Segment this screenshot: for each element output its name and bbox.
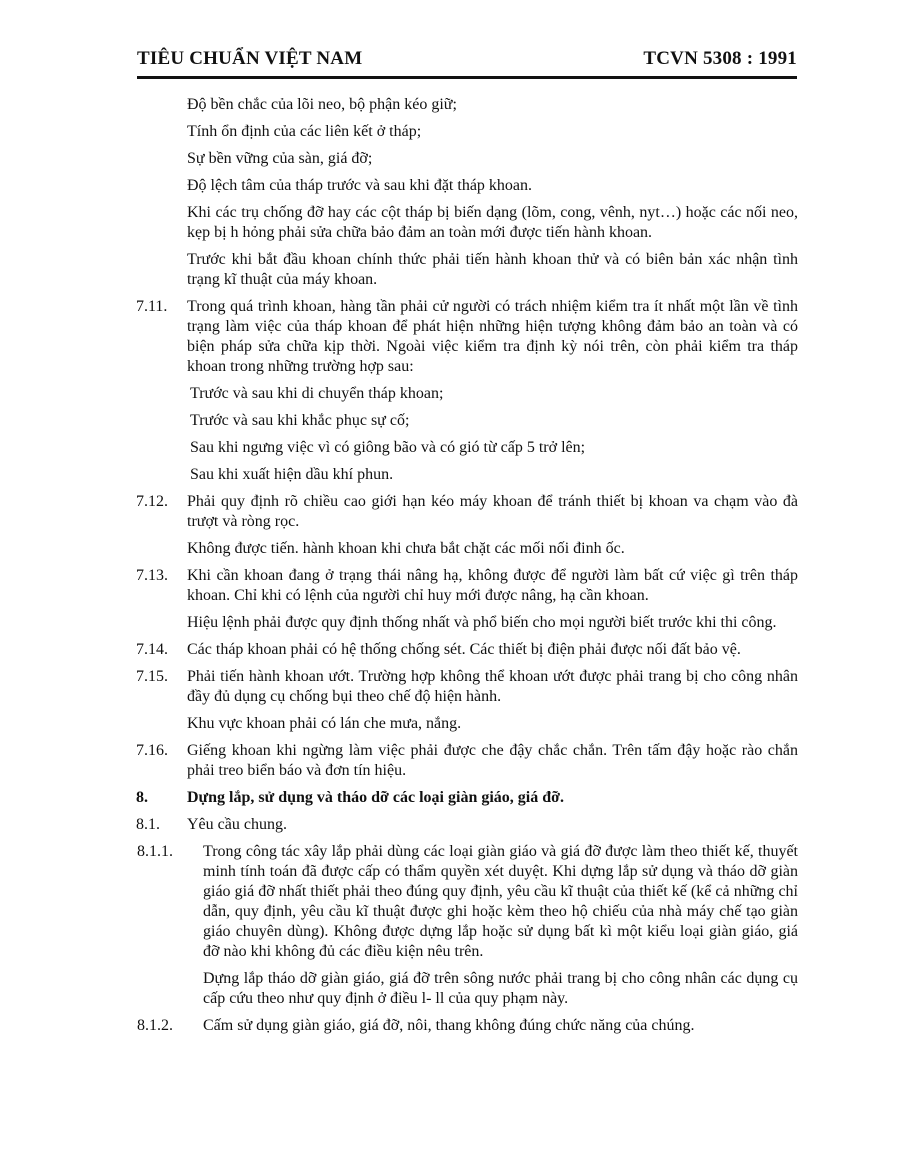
clause-text: Giếng khoan khi ngừng làm việc phải được che đậy chắc chắn. Trên tấm đậy hoặc rào chắn phải treo biển báo và đơn tín hiệu.	[187, 742, 798, 779]
page-header	[137, 44, 797, 74]
clause-7-11	[136, 297, 798, 377]
inspection-case: Trước và sau khi khắc phục sự cố;	[190, 412, 410, 429]
clause-number: 7.16.	[136, 742, 168, 759]
clause-7-13	[136, 566, 798, 606]
inspection-case: Trước và sau khi di chuyển tháp khoan;	[190, 385, 444, 402]
clause-extra: Không được tiến. hành khoan khi chưa bắt chặt các mối nối đinh ốc.	[187, 540, 625, 557]
clause-number: 7.12.	[136, 493, 168, 510]
header-standard-code: TCVN 5308 : 1991	[643, 48, 797, 69]
clause-number: 7.14.	[136, 641, 168, 658]
inspection-case: Sau khi xuất hiện dầu khí phun.	[190, 466, 394, 483]
clause-number: 7.11.	[136, 298, 168, 315]
clause-7-16	[136, 741, 798, 781]
clause-7-15	[136, 667, 798, 707]
intro-line: Sự bền vững của sàn, giá đỡ;	[187, 150, 373, 167]
clause-text: Khi cần khoan đang ở trạng thái nâng hạ, không được để người làm bất cứ việc gì trên tháp khoan. Chỉ khi có lệnh của người chỉ huy mới được nâng, hạ cần khoan.	[187, 567, 798, 604]
clause-text: Phải tiến hành khoan ướt. Trường hợp không thể khoan ướt được phải trang bị cho công nhân đầy đủ dụng cụ chống bụi theo chế độ hiện hành.	[187, 668, 798, 705]
document-body	[0, 95, 898, 1043]
clause-text: Yêu cầu chung.	[187, 816, 287, 833]
header-standard-title: TIÊU CHUẨN VIỆT NAM	[137, 48, 363, 69]
clause-8-1	[136, 815, 798, 835]
intro-paragraph: Khi các trụ chống đỡ hay các cột tháp bị biến dạng (lõm, cong, vênh, nyt…) hoặc các nối neo, kẹp bị h hỏng phải sửa chữa bảo đảm an toàn mới được tiến hành khoan.	[187, 204, 798, 241]
clause-text: Cấm sử dụng giàn giáo, giá đỡ, nôi, thang không đúng chức năng của chúng.	[203, 1017, 695, 1034]
clause-7-12	[136, 492, 798, 532]
header-rule	[137, 76, 797, 79]
inspection-case: Sau khi ngưng việc vì có giông bão và có gió từ cấp 5 trở lên;	[190, 439, 586, 456]
intro-paragraph: Trước khi bắt đầu khoan chính thức phải tiến hành khoan thử và có biên bản xác nhận tình trạng kĩ thuật của máy khoan.	[187, 251, 798, 288]
clause-text: Phải quy định rõ chiều cao giới hạn kéo máy khoan để tránh thiết bị khoan va chạm vào đà trượt và ròng rọc.	[187, 493, 798, 530]
clause-7-14	[136, 640, 798, 660]
clause-extra: Dựng lắp tháo dỡ giàn giáo, giá đỡ trên sông nước phải trang bị cho công nhân các dụng cụ cấp cứu theo như quy định ở điều l- ll của quy phạm này.	[203, 970, 798, 1007]
section-8-heading	[136, 788, 798, 808]
clause-text: Trong quá trình khoan, hàng tần phải cử người có trách nhiệm kiểm tra ít nhất một lần về tình trạng làm việc của tháp khoan để phát hiện những hiện tượng không đảm bảo an toàn và có biện pháp sửa chữa kịp thời. Ngoài việc kiểm tra định kỳ nói trên, còn phải kiểm tra tháp khoan trong những trường hợp sau:	[187, 298, 798, 375]
intro-line: Tính ổn định của các liên kết ở tháp;	[187, 123, 422, 140]
clause-number: 8.1.	[136, 816, 160, 833]
section-number: 8.	[136, 789, 148, 806]
clause-number: 7.15.	[136, 668, 168, 685]
clause-extra: Hiệu lệnh phải được quy định thống nhất và phổ biến cho mọi người biết trước khi thi công.	[187, 614, 777, 631]
intro-line: Độ bền chắc của lõi neo, bộ phận kéo giữ;	[187, 96, 457, 113]
clause-text: Trong công tác xây lắp phải dùng các loại giàn giáo và giá đỡ được làm theo thiết kế, thuyết minh tính toán đã được cấp có thẩm quyền xét duyệt. Khi dựng lắp sử dụng và tháo dỡ giàn giáo giá đỡ nhất thiết phải theo đúng quy định, yêu cầu kĩ thuật của thiết kế (kể cả những chỉ dẫn, quy định, yêu cầu kĩ thuật được ghi hoặc kèm theo hộ chiếu của nhà máy chế tạo giàn giáo chuyên dùng). Không được dựng lắp hoặc sử dụng bất kì một kiểu loại giàn giáo, giá đỡ nào khi không đủ các điều kiện nêu trên.	[203, 843, 798, 960]
clause-8-1-2	[137, 1016, 798, 1036]
clause-text: Các tháp khoan phải có hệ thống chống sét. Các thiết bị điện phải được nối đất bảo vệ.	[187, 641, 741, 658]
clause-number: 8.1.1.	[137, 843, 173, 860]
clause-8-1-1	[137, 842, 798, 962]
clause-number: 7.13.	[136, 567, 168, 584]
intro-line: Độ lệch tâm của tháp trước và sau khi đặt tháp khoan.	[187, 177, 533, 194]
clause-extra: Khu vực khoan phải có lán che mưa, nắng.	[187, 715, 462, 732]
clause-number: 8.1.2.	[137, 1017, 173, 1034]
section-title: Dựng lắp, sử dụng và tháo dỡ các loại giàn giáo, giá đỡ.	[187, 789, 564, 806]
